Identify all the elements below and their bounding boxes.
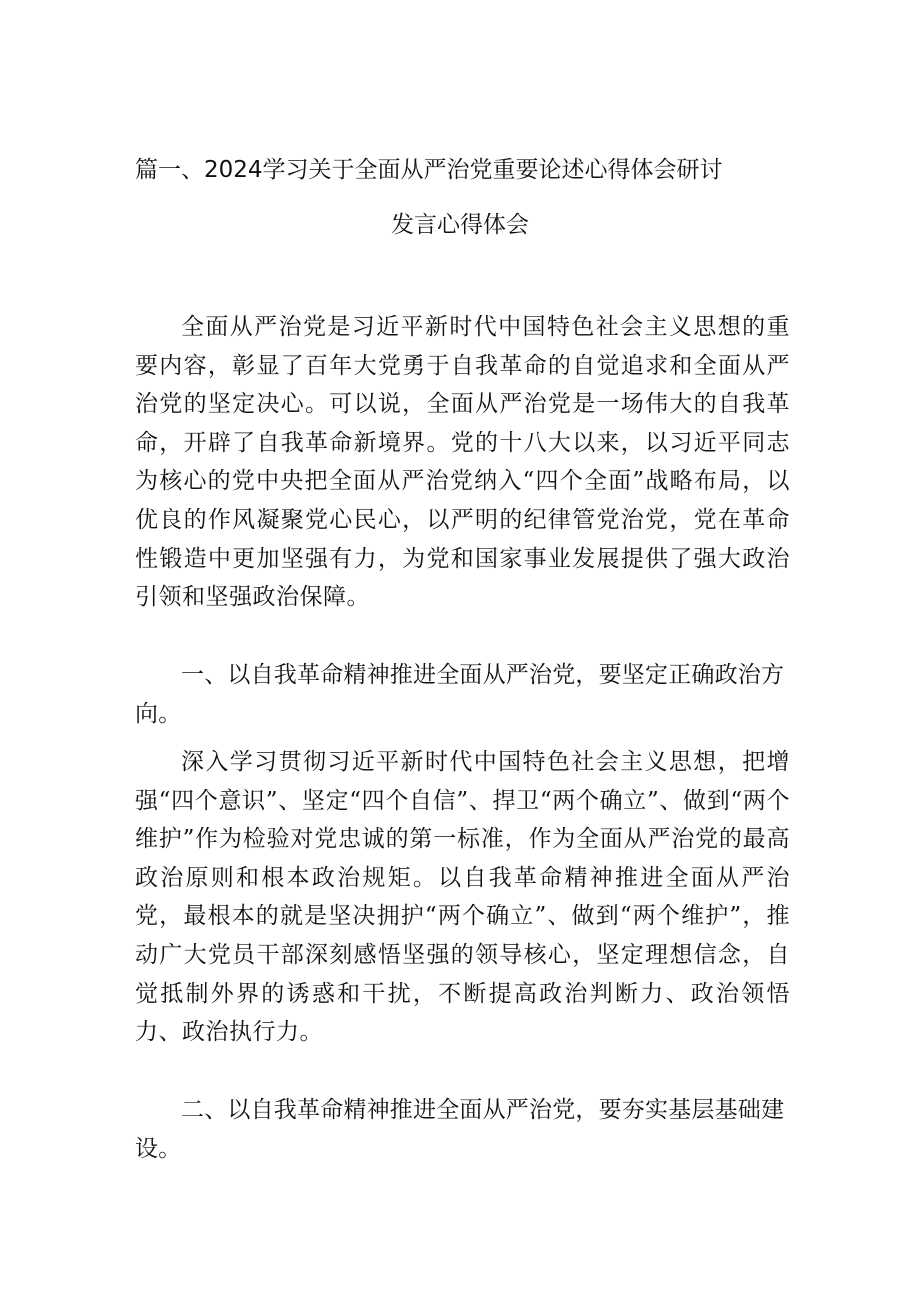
body-paragraph-section-1: 深入学习贯彻习近平新时代中国特色社会主义思想，把增强“四个意识”、坚定“四个自信”、捍卫“两个确立”、做到“两个维护”作为检验对党忠诚的第一标准，作为全面从严治党的最高政治原则和根本政治规矩。以自我革命精神推进全面从严治党，最根本的就是坚决拥护“两个确立”、做到“两个维护”，推动广大党员干部深刻感悟坚强的领导核心，坚定理想信念，自觉抵制外界的诱惑和干扰，不断提高政治判断力、政治领悟力、政治执行力。 bbox=[135, 749, 790, 1046]
section-heading-2: 二、以自我革命精神推进全面从严治党，要夯实基层基础建设。 bbox=[135, 1097, 785, 1162]
section-heading-1: 一、以自我革命精神推进全面从严治党，要坚定正确政治方向。 bbox=[135, 662, 785, 727]
document-title-line-1: 篇一、2024学习关于全面从严治党重要论述心得体会研讨 bbox=[135, 157, 723, 183]
body-paragraph-intro: 全面从严治党是习近平新时代中国特色社会主义思想的重要内容，彰显了百年大党勇于自我革命的自觉追求和全面从严治党的坚定决心。可以说，全面从严治党是一场伟大的自我革命，开辟了自我革命新境界。党的十八大以来，以习近平同志为核心的党中央把全面从严治党纳入“四个全面”战略布局，以优良的作风凝聚党心民心，以严明的纪律管党治党，党在革命性锻造中更加坚强有力，为党和国家事业发展提供了强大政治引领和坚强政治保障。 bbox=[135, 314, 790, 611]
document-title-line-2: 发言心得体会 bbox=[391, 212, 529, 238]
